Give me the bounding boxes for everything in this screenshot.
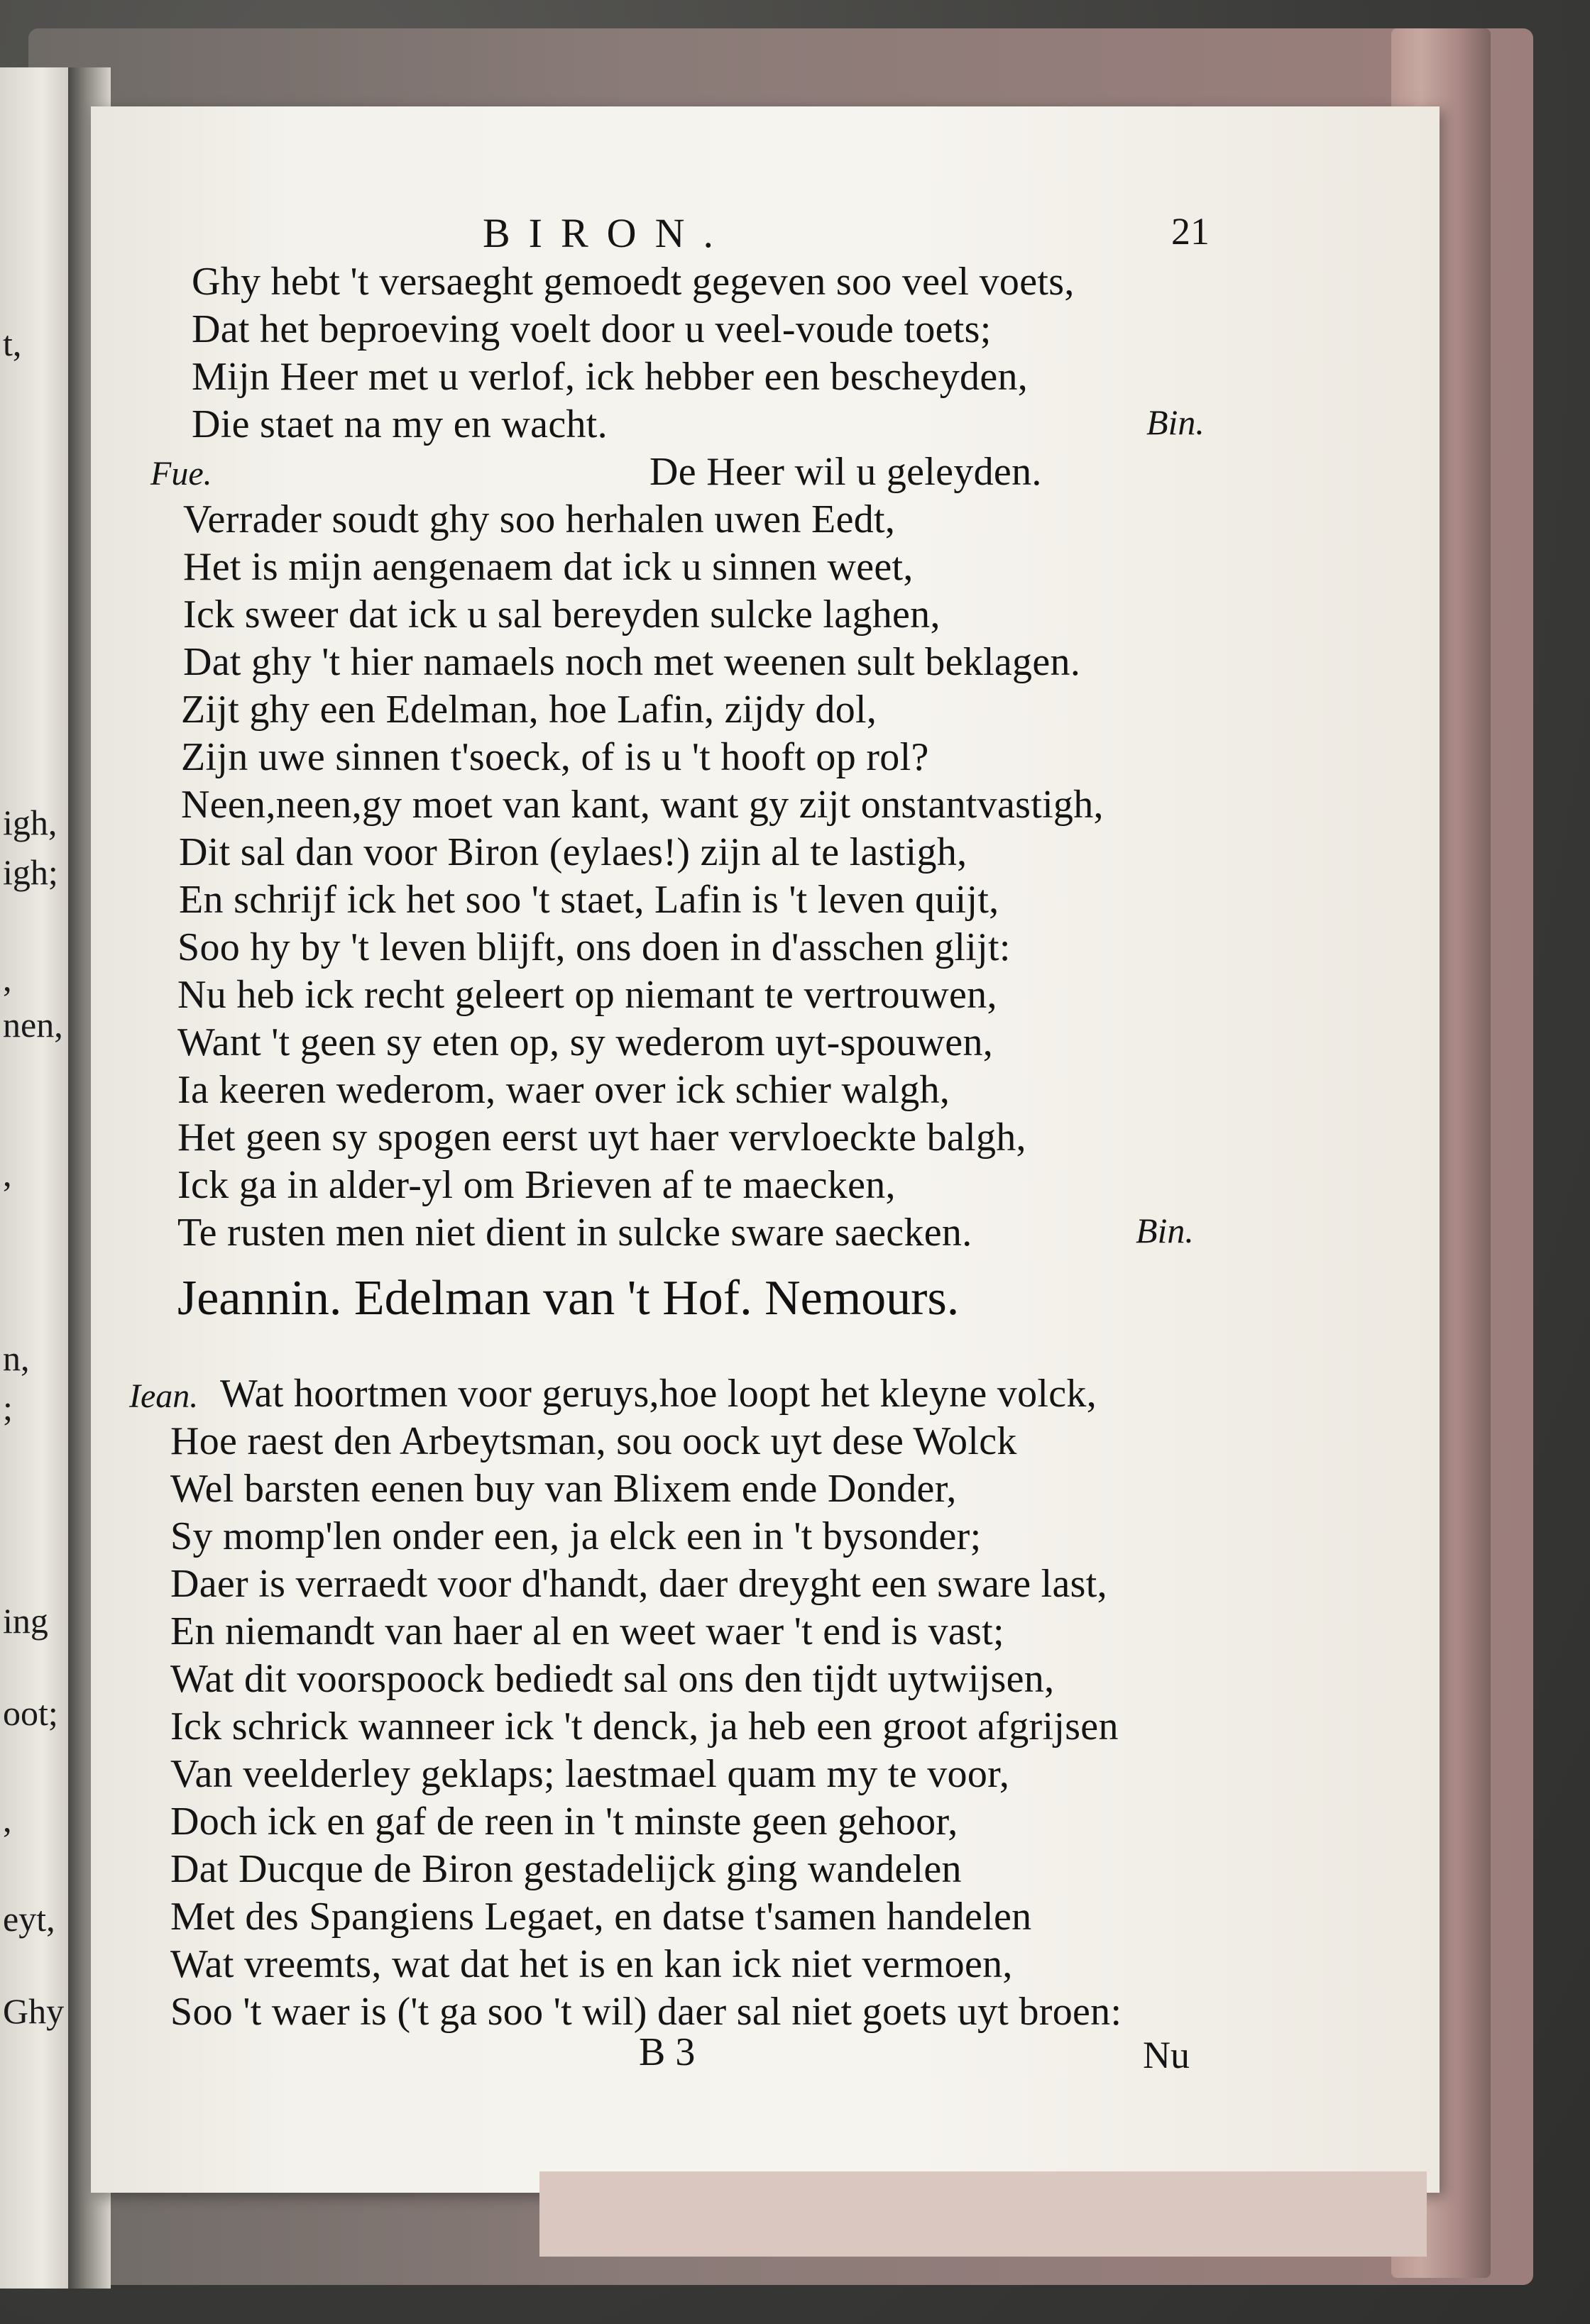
left-page-fragment: t, [3, 324, 22, 363]
verse-line: Mijn Heer met u verlof, ick hebber een bescheyden, [192, 355, 1029, 399]
verse-line: Dat het beproeving voelt door u veel-voude toets; [192, 307, 992, 351]
signature-mark: B 3 [639, 2030, 696, 2074]
verse-line: Dit sal dan voor Biron (eylaes!) zijn al te lastigh, [179, 830, 967, 874]
verse-line: Soo 't waer is ('t ga soo 't wil) daer sal niet goets uyt broen: [170, 1990, 1122, 2034]
page-underside [539, 2171, 1427, 2257]
left-page-fragment: , [3, 1154, 12, 1194]
verse-line: Neen,neen,gy moet van kant, want gy zijt onstantvastigh, [181, 783, 1104, 827]
previous-page-edge [0, 67, 71, 2289]
verse-line: Wat hoortmen voor geruys,hoe loopt het kleyne volck, [220, 1372, 1097, 1416]
left-page-fragment: n, [3, 1338, 30, 1378]
left-page-fragment: eyt, [3, 1899, 55, 1939]
verse-line: De Heer wil u geleyden. [649, 450, 1042, 494]
verse-line: Het geen sy spogen eerst uyt haer vervloeckte balgh, [177, 1116, 1026, 1160]
page-number: 21 [1171, 210, 1210, 253]
speaker-label: Bin. [1146, 402, 1205, 442]
verse-line: Sy momp'len onder een, ja elck een in 't bysonder; [170, 1514, 982, 1558]
verse-line: Hoe raest den Arbeytsman, sou oock uyt dese Wolck [170, 1419, 1017, 1463]
verse-line: Nu heb ick recht geleert op niemant te vertrouwen, [177, 973, 997, 1017]
verse-line: Ghy hebt 't versaeght gemoedt gegeven soo veel voets, [192, 260, 1075, 304]
verse-line: Wat dit voorspoock bediedt sal ons den tijdt uytwijsen, [170, 1657, 1055, 1701]
left-page-fragment: nen, [3, 1005, 63, 1045]
catchword: Nu [1143, 2034, 1190, 2076]
verse-line: Zijt ghy een Edelman, hoe Lafin, zijdy dol, [181, 688, 877, 732]
verse-line: Verrader soudt ghy soo herhalen uwen Eedt, [183, 497, 896, 541]
verse-line: Die staet na my en wacht. [192, 402, 608, 446]
verse-line: Ick ga in alder-yl om Brieven af te maecken, [177, 1163, 896, 1207]
verse-line: Met des Spangiens Legaet, en datse t'samen handelen [170, 1895, 1032, 1939]
verse-line: Zijn uwe sinnen t'soeck, of is u 't hooft op rol? [181, 735, 929, 779]
verse-line: Ick schrick wanneer ick 't denck, ja heb een groot afgrijsen [170, 1705, 1119, 1748]
verse-line: Het is mijn aengenaem dat ick u sinnen weet, [183, 545, 914, 589]
left-page-fragment: ing [3, 1601, 48, 1641]
left-page-fragment: , [3, 1800, 12, 1839]
left-page-fragment: Ghy [3, 1991, 65, 2031]
left-page-fragment: oot; [3, 1693, 58, 1733]
verse-line: Want 't geen sy eten op, sy wederom uyt-spouwen, [177, 1020, 994, 1064]
verse-line: Daer is verraedt voor d'handt, daer dreyght een sware last, [170, 1562, 1107, 1606]
verse-line: Wel barsten eenen buy van Blixem ende Donder, [170, 1467, 957, 1511]
speaker-label: Bin. [1136, 1211, 1194, 1250]
left-page-fragment: igh; [3, 852, 58, 892]
verse-line: Soo hy by 't leven blijft, ons doen in d'asschen glijt: [177, 925, 1011, 969]
verse-line: En niemandt van haer al en weet waer 't end is vast; [170, 1609, 1004, 1653]
verse-line: Wat vreemts, wat dat het is en kan ick niet vermoen, [170, 1942, 1013, 1986]
verse-line: Ia keeren wederom, waer over ick schier walgh, [177, 1068, 950, 1112]
verse-line: Te rusten men niet dient in sulcke sware saecken. [177, 1211, 972, 1255]
left-page-fragment: ; [3, 1388, 13, 1428]
scene-heading: Jeannin. Edelman van 't Hof. Nemours. [177, 1271, 960, 1326]
left-page-fragment: , [3, 959, 12, 998]
speaker-label: Fue. [150, 455, 212, 492]
verse-line: Dat Ducque de Biron gestadelijck ging wandelen [170, 1847, 962, 1891]
running-head: BIRON. [483, 210, 732, 256]
verse-line: Doch ick en gaf de reen in 't minste geen gehoor, [170, 1800, 958, 1844]
speaker-label: Iean. [129, 1377, 199, 1415]
verse-line: Dat ghy 't hier namaels noch met weenen sult beklagen. [183, 640, 1081, 684]
verse-line: Van veelderley geklaps; laestmael quam my te voor, [170, 1752, 1010, 1796]
verse-line: En schrijf ick het soo 't staet, Lafin is 't leven quijt, [179, 878, 999, 922]
verse-line: Ick sweer dat ick u sal bereyden sulcke laghen, [183, 593, 941, 637]
left-page-fragment: igh, [3, 803, 57, 842]
